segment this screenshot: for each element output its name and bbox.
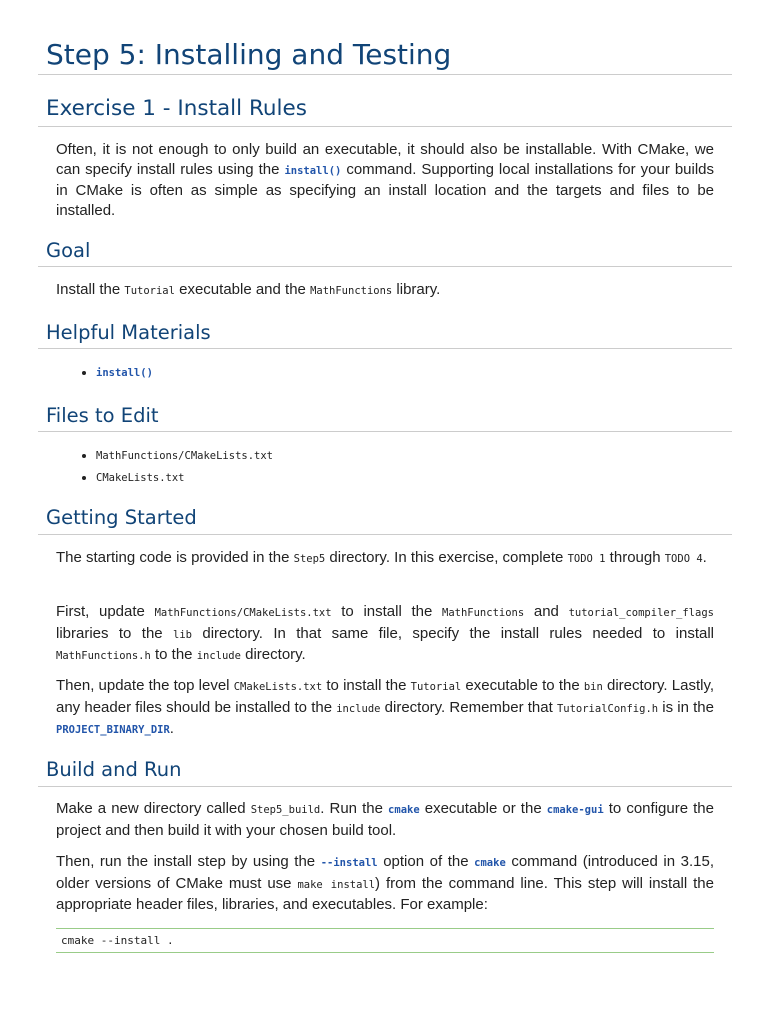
project-binary-dir-link[interactable]: PROJECT_BINARY_DIR bbox=[56, 724, 170, 736]
goal-text: Install the Tutorial executable and the MathFunctions library. bbox=[56, 281, 441, 298]
helpful-rule bbox=[38, 348, 732, 349]
exercise-heading: Exercise 1 - Install Rules bbox=[46, 96, 307, 121]
cmake-link[interactable]: cmake bbox=[388, 804, 420, 816]
exercise-rule bbox=[38, 126, 732, 127]
getting-started-rule bbox=[38, 534, 732, 535]
build-run-rule bbox=[38, 786, 732, 787]
list-item bbox=[96, 362, 153, 384]
getting-started-p2: First, update MathFunctions/CMakeLists.txt to install the MathFunctions and tutorial_compiler_flags libraries to the lib directory. In that same file, specify the install rules needed to install MathFunctions.h to the include directory. bbox=[56, 603, 714, 663]
getting-started-heading: Getting Started bbox=[46, 506, 197, 529]
install-doc-link[interactable]: install() bbox=[96, 367, 153, 379]
list-item: • MathFunctions/CMakeLists.txt bbox=[96, 445, 273, 467]
helpful-materials-heading: Helpful Materials bbox=[46, 321, 211, 344]
install-command-link[interactable]: install() bbox=[284, 164, 342, 177]
getting-started-p3: Then, update the top level CMakeLists.txt to install the Tutorial executable to the bin directory. Lastly, any header files should be installed to the include directory. Remember that TutorialConfig.h is in the PROJECT_BINARY_DIR. bbox=[56, 677, 714, 737]
getting-started-p1: The starting code is provided in the Step5 directory. In this exercise, complete TODO 1 through TODO 4. bbox=[56, 549, 707, 566]
goal-rule bbox=[38, 266, 732, 267]
list-item: • CMakeLists.txt bbox=[96, 467, 273, 489]
helpful-list bbox=[56, 362, 153, 384]
files-rule bbox=[38, 431, 732, 432]
files-to-edit-heading: Files to Edit bbox=[46, 404, 159, 427]
cmake-command-link[interactable]: cmake bbox=[474, 857, 506, 869]
goal-heading: Goal bbox=[46, 239, 91, 262]
build-run-p2: Then, run the install step by using the --install option of the cmake command (introduced in 3.15, older versions of CMake must use make install) from the command line. This step will install the appropriate header files, libraries, and executables. For example: bbox=[56, 853, 714, 913]
exercise-intro: Often, it is not enough to only build an executable, it should also be installable. With CMake, we can specify install rules using the install() command. Supporting local installations for your builds in CMake is often as simple as specifying an install location and the targets and files to be installed. bbox=[56, 141, 715, 219]
code-line: cmake --install . bbox=[61, 934, 174, 947]
build-run-p1: Make a new directory called Step5_build. Run the cmake executable or the cmake-gui to configure the project and then build it with your chosen build tool. bbox=[56, 800, 714, 839]
cmake-gui-link[interactable]: cmake-gui bbox=[546, 804, 604, 816]
files-list bbox=[56, 445, 273, 489]
install-option-link[interactable]: --install bbox=[320, 857, 378, 869]
code-block bbox=[56, 928, 714, 953]
title-rule bbox=[38, 74, 732, 75]
page-title: Step 5: Installing and Testing bbox=[46, 38, 452, 71]
build-and-run-heading: Build and Run bbox=[46, 758, 182, 781]
